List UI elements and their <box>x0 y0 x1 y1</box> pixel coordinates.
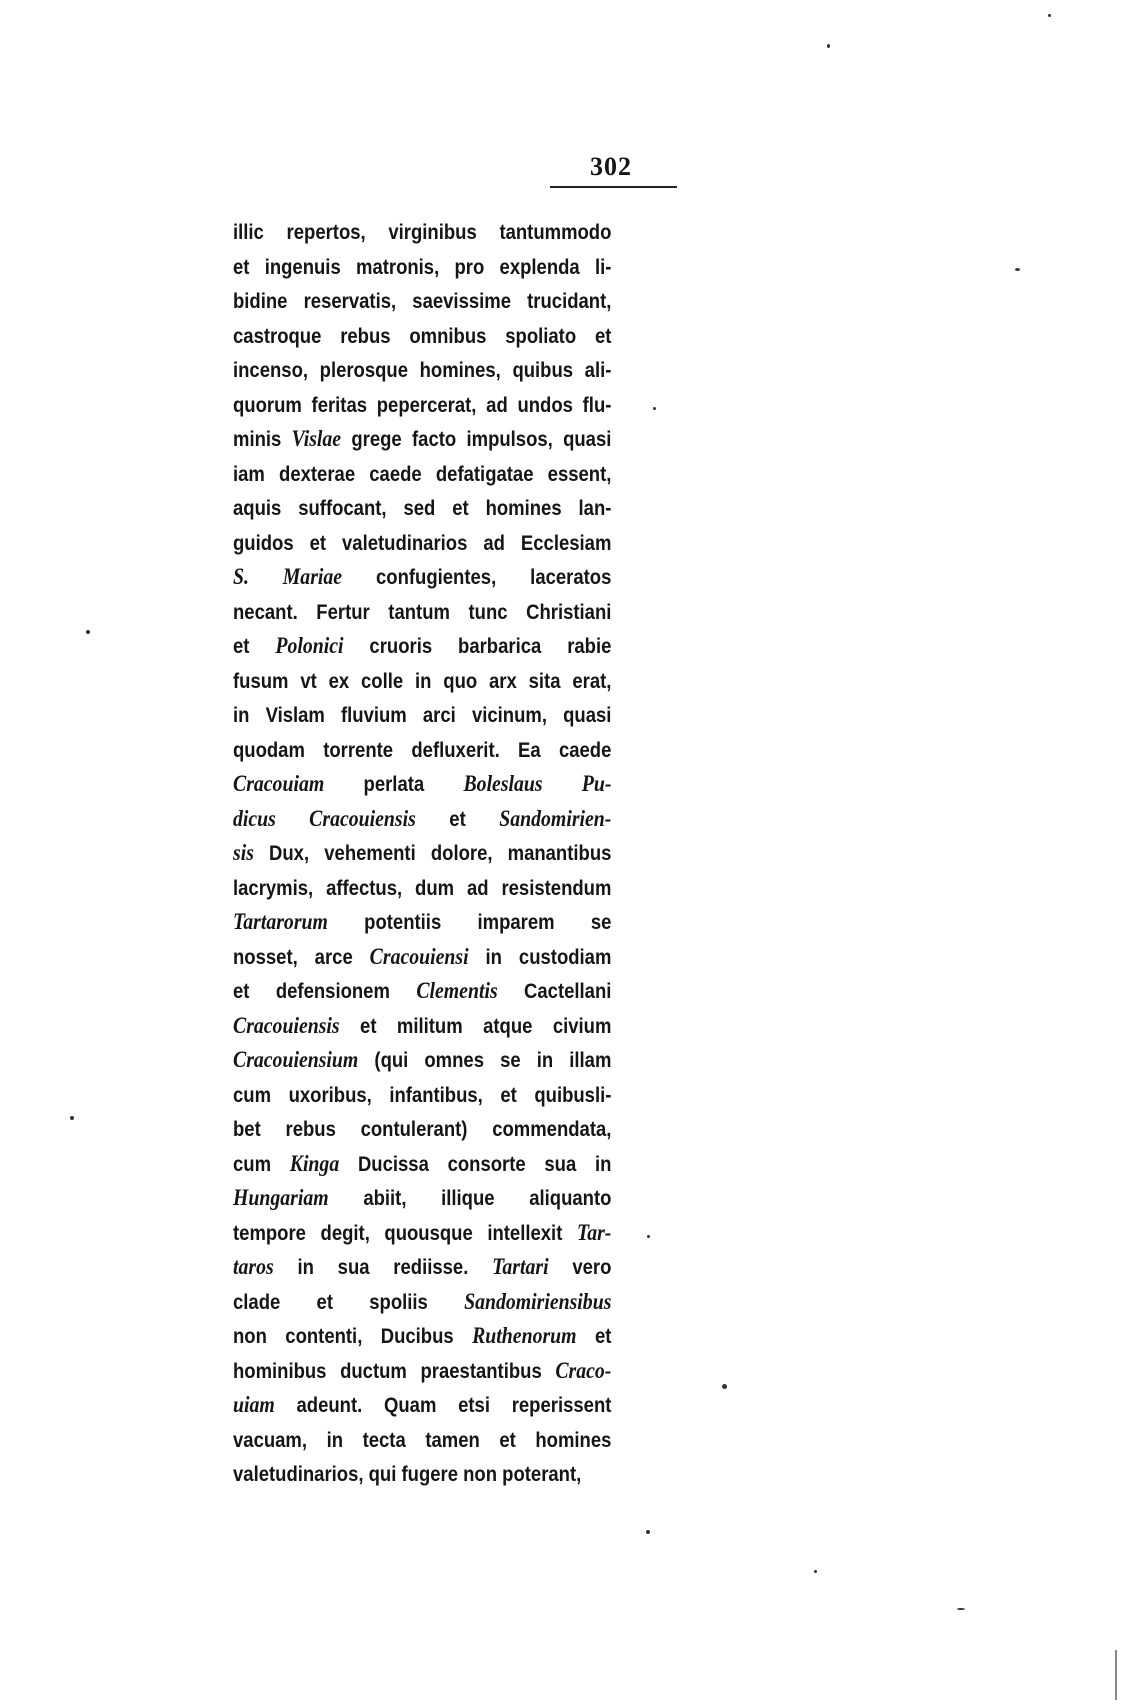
italic-name: Cracouiam <box>233 771 325 796</box>
text-segment: perlata <box>324 772 464 796</box>
header-rule <box>550 186 677 188</box>
italic-name: Sandomirien- <box>499 805 612 831</box>
text-line <box>233 974 611 1009</box>
italic-name: Hungariam <box>233 1185 329 1210</box>
text-line <box>233 422 611 457</box>
scan-speck <box>86 630 90 634</box>
text-line <box>233 388 611 423</box>
text-segment: lacrymis, affectus, dum ad resistendum <box>233 875 612 900</box>
scan-speck <box>1015 268 1020 271</box>
text-line <box>233 353 611 388</box>
text-line <box>233 698 611 733</box>
italic-name: Tartarorum <box>233 909 328 934</box>
text-segment: Ducissa consorte sua in <box>339 1151 612 1176</box>
text-segment: vacuam, in tecta tamen et homines <box>233 1427 612 1452</box>
text-line <box>233 1043 611 1078</box>
text-segment: vero <box>548 1255 612 1279</box>
scan-speck <box>827 44 830 48</box>
scan-speck <box>646 1530 650 1534</box>
text-segment: cruoris barbarica rabie <box>343 634 612 658</box>
text-segment: cum <box>233 1151 290 1176</box>
text-segment: et defensionem <box>233 979 417 1003</box>
scan-speck <box>722 1384 727 1389</box>
text-line <box>233 1250 611 1285</box>
scan-speck <box>814 1570 817 1573</box>
text-line <box>233 1181 611 1216</box>
italic-name: Cracouiensi <box>369 943 469 969</box>
text-segment: bidine reservatis, saevissime trucidant, <box>233 289 612 313</box>
text-line <box>233 1009 611 1044</box>
text-segment: bet rebus contulerant) commendata, <box>233 1117 612 1141</box>
scan-speck <box>1048 14 1051 17</box>
text-segment: quodam torrente defluxerit. Ea caede <box>233 737 612 762</box>
italic-name: Cracouiensium <box>233 1047 359 1072</box>
italic-name: Boleslaus Pu- <box>463 771 612 796</box>
text-line <box>233 250 611 285</box>
text-segment: in sua rediisse. <box>273 1255 493 1279</box>
italic-name: Ruthenorum <box>472 1323 577 1348</box>
text-segment: quorum feritas pepercerat, ad undos flu- <box>233 392 612 417</box>
text-segment: et militum atque civium <box>339 1013 612 1038</box>
text-segment: cum uxoribus, infantibus, et quibusli- <box>233 1082 612 1107</box>
text-segment: nosset, arce <box>233 944 370 969</box>
text-line <box>233 1285 611 1320</box>
text-line <box>233 1319 611 1354</box>
italic-name: Vislae <box>291 426 342 451</box>
text-line <box>233 595 611 630</box>
text-segment: (qui omnes se in illam <box>358 1048 612 1072</box>
text-segment: minis <box>233 427 292 451</box>
text-line <box>233 905 611 940</box>
text-segment: castroque rebus omnibus spoliato et <box>233 323 612 348</box>
italic-name: taros <box>233 1254 274 1279</box>
italic-name: S. Mariae <box>233 564 343 589</box>
text-line <box>233 1423 611 1458</box>
scan-speck <box>1115 1650 1117 1700</box>
italic-name: Tartari <box>492 1254 549 1279</box>
italic-name: Cracouiensis <box>233 1012 340 1038</box>
text-segment: grege facto impulsos, quasi <box>341 427 612 451</box>
text-line <box>233 802 611 837</box>
text-line <box>233 1457 611 1492</box>
body-text <box>233 215 611 1492</box>
text-line <box>233 1388 611 1423</box>
text-segment: non contenti, Ducibus <box>233 1324 473 1348</box>
text-segment: et <box>576 1324 612 1348</box>
scan-speck <box>647 1235 650 1238</box>
text-segment: fusum vt ex colle in quo arx sita erat, <box>233 668 612 693</box>
text-segment: et <box>415 806 500 831</box>
text-line <box>233 457 611 492</box>
text-line <box>233 1112 611 1147</box>
text-line <box>233 1078 611 1113</box>
text-line <box>233 940 611 975</box>
text-line <box>233 871 611 906</box>
text-segment: valetudinarios, qui fugere non poterant, <box>233 1462 582 1486</box>
text-line <box>233 491 611 526</box>
text-segment: et ingenuis matronis, pro explenda li- <box>233 254 612 279</box>
text-segment: guidos et valetudinarios ad Ecclesiam <box>233 530 612 555</box>
italic-name: Craco- <box>555 1357 612 1383</box>
text-segment: aquis suffocant, sed et homines lan- <box>233 496 612 520</box>
text-segment: confugientes, laceratos <box>342 565 612 589</box>
text-segment: Cactellani <box>497 979 612 1003</box>
text-segment: et <box>233 634 276 658</box>
italic-name: Polonici <box>275 633 344 658</box>
text-segment: iam dexterae caede defatigatae essent, <box>233 461 612 486</box>
text-line <box>233 767 611 802</box>
scan-speck <box>957 1608 965 1610</box>
italic-name: sis <box>233 840 254 865</box>
italic-name: uiam <box>233 1392 275 1417</box>
text-segment: adeunt. Quam etsi reperissent <box>274 1393 612 1417</box>
text-line <box>233 319 611 354</box>
text-segment: incenso, plerosque homines, quibus ali- <box>233 358 612 382</box>
text-segment: Dux, vehementi dolore, manantibus <box>253 841 612 865</box>
text-line <box>233 836 611 871</box>
text-line <box>233 1354 611 1389</box>
text-line <box>233 526 611 561</box>
italic-name: Clementis <box>416 978 498 1003</box>
text-line <box>233 733 611 768</box>
text-line <box>233 629 611 664</box>
italic-name: Sandomiriensibus <box>464 1288 612 1314</box>
text-segment: illic repertos, virginibus tantummodo <box>233 220 612 244</box>
text-line <box>233 560 611 595</box>
italic-name: Kinga <box>289 1150 340 1176</box>
text-segment: hominibus ductum praestantibus <box>233 1358 556 1383</box>
text-line <box>233 664 611 699</box>
text-line <box>233 1216 611 1251</box>
text-segment: potentiis imparem se <box>327 910 612 934</box>
page-number: 302 <box>590 152 632 181</box>
text-line <box>233 284 611 319</box>
text-segment: clade et spoliis <box>233 1289 465 1314</box>
text-line <box>233 1147 611 1182</box>
italic-name: dicus Cracouiensis <box>233 805 416 831</box>
text-segment: abiit, illique aliquanto <box>328 1186 612 1210</box>
scan-speck <box>70 1116 74 1120</box>
text-segment: in custodiam <box>468 944 612 969</box>
text-segment: necant. Fertur tantum tunc Christiani <box>233 599 612 624</box>
text-segment: in Vislam fluvium arci vicinum, quasi <box>233 703 612 727</box>
text-line <box>233 215 611 250</box>
italic-name: Tar- <box>576 1219 612 1245</box>
scan-speck <box>653 407 656 410</box>
text-segment: tempore degit, quousque intellexit <box>233 1220 577 1245</box>
